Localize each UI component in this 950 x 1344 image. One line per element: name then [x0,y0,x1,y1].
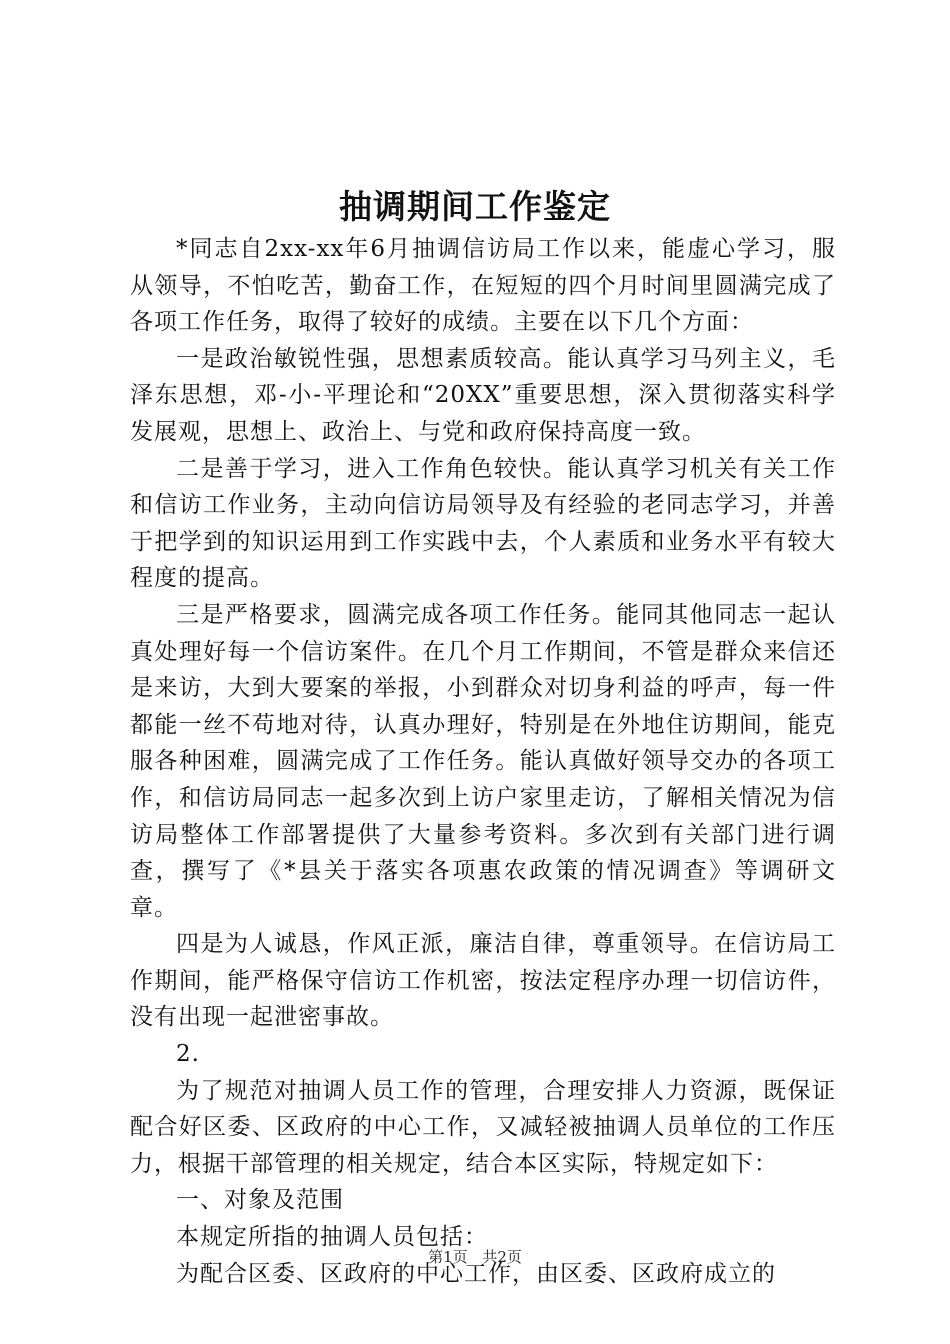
section-number: 2. [176,1041,200,1068]
document-body [130,231,836,1292]
paragraph-point-2: 二是善于学习，进入工作角色较快。能认真学习机关有关工作和信访工作业务，主动向信访局领导及有经验的老同志学习，并善于把学到的知识运用到工作实践中去，个人素质和业务水平有较大程度的提高。 [130,455,836,592]
section-heading: 一、对象及范围 [176,1187,344,1214]
paragraph-point-1: 一是政治敏锐性强，思想素质较高。能认真学习马列主义，毛泽东思想，邓-小-平理论和“20XX”重要思想，深入贯彻落实科学发展观，思想上、政治上、与党和政府保持高度一致。 [130,345,836,445]
paragraph-scope: 本规定所指的抽调人员包括： [176,1224,488,1251]
page-total: 共2页 [482,1248,522,1266]
paragraph-point-3: 三是严格要求，圆满完成各项工作任务。能同其他同志一起认真处理好每一个信访案件。在几个月工作期间，不管是群众来信还是来访，大到大要案的举报，小到群众对切身利益的呼声，每一件都能一丝不苟地对待，认真办理好，特别是在外地住访期间，能克服各种困难，圆满完成了工作任务。能认真做好领导交办的各项工作，和信访局同志一起多次到上访户家里走访，了解相关情况为信访局整体工作部署提供了大量参考资料。多次到有关部门进行调查，撰写了《*县关于落实各项惠农政策的情况调查》等调研文章。 [130,601,836,921]
paragraph-regulation-intro: 为了规范对抽调人员工作的管理，合理安排人力资源，既保证配合好区委、区政府的中心工作，又减轻被抽调人员单位的工作压力，根据干部管理的相关规定，结合本区实际，特规定如下： [130,1077,836,1177]
paragraph-point-4: 四是为人诚恳，作风正派，廉洁自律，尊重领导。在信访局工作期间，能严格保守信访工作机密，按法定程序办理一切信访件，没有出现一起泄密事故。 [130,931,836,1031]
document-title: 抽调期间工作鉴定 [339,187,611,226]
page-footer [0,1246,950,1268]
paragraph-intro: *同志自2xx-xx年6月抽调信访局工作以来，能虚心学习，服从领导，不怕吃苦，勤奋工作，在短短的四个月时间里圆满完成了各项工作任务，取得了较好的成绩。主要在以下几个方面： [130,236,836,336]
paragraph-continued: 为配合区委、区政府的中心工作，由区委、区政府成立的 [176,1260,776,1287]
page-number: 第1页 [428,1248,468,1266]
